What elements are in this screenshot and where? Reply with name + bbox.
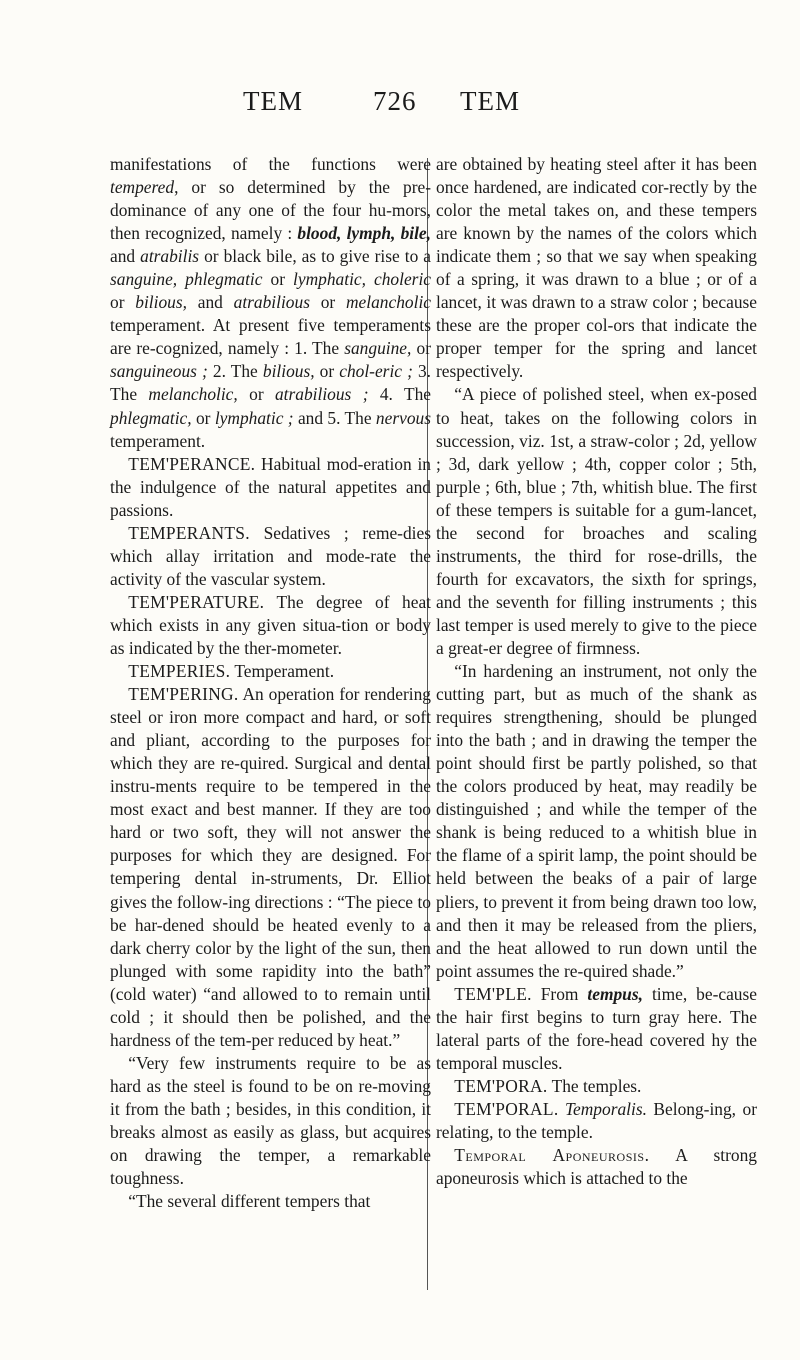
entry-temple: TEM'PLE. From tempus, time, be-cause the hair first begins to turn gray here. The lateral parts of the fore-head covered hy the temporal muscles. bbox=[436, 983, 757, 1073]
headword: TEMPERIES. bbox=[128, 661, 231, 682]
page-number: 726 bbox=[373, 86, 417, 116]
tempering-hardening-instructions: “In hardening an instrument, not only the cutting part, but as much of the shank as requires strengthening, should be plunged into the bath ; and in drawing the temper the point should first be partly polished, so that the colors produced by heat, may readily be distinguished ; and while the temper of the shank is being reduced to a whitish blue in the flame of a spirit lamp, the point should be held between the beaks of a pair of large pliers, to prevent it from being drawn too low, and then it may be released from the pliers, and the heat allowed to run down until the point assumes the re-quired shade.” bbox=[436, 661, 757, 981]
entry-temporal-aponeurosis: Temporal Aponeurosis. A strong aponeurosis which is attached to the bbox=[436, 1145, 757, 1189]
header-left-word: TEM bbox=[243, 86, 303, 116]
headword: TEM'PLE. bbox=[454, 983, 532, 1004]
running-header bbox=[0, 86, 800, 126]
tempering-colors-continued: are obtained by heating steel after it has been once hardened, are indicated cor-rectly by the color the metal takes on, and these tempers are known by the names of the colors which indicate them ; so that we say when speaking of a spring, it was drawn to a blue ; or of a lancet, it was drawn to a straw color ; because these are the proper col-ors that indicate the proper temper for the spring and lancet respectively. bbox=[436, 154, 757, 382]
entry-temporal: TEM'PORAL. Temporalis. Belong-ing, or relating, to the temple. bbox=[436, 1098, 757, 1142]
entry-temperies: TEMPERIES. Temperament. bbox=[128, 661, 335, 682]
headword: Temporal Aponeurosis. bbox=[454, 1145, 650, 1166]
entry-temperature: TEM'PERATURE. The degree of heat which exists in any given situa-tion or body as indicated by the ther-mometer. bbox=[110, 591, 431, 658]
headword: TEM'PERATURE. bbox=[128, 591, 265, 612]
headword: TEMPERANTS. bbox=[128, 522, 250, 543]
headword: TEM'PERANCE. bbox=[128, 453, 256, 474]
tempering-quote-colors: “The several different tempers that bbox=[128, 1191, 371, 1212]
entry-tempora: TEM'PORA. The temples. bbox=[454, 1075, 642, 1096]
entry-temperance: TEM'PERANCE. Habitual mod-eration in the indulgence of the natural appetites and passions. bbox=[110, 453, 431, 520]
entry-temperants: TEMPERANTS. Sedatives ; reme-dies which allay irritation and mode-rate the activity of the vascular system. bbox=[110, 522, 431, 589]
entry-temperament-continued: manifestations of the functions were tempered, or so determined by the pre-dominance of any one of the four hu-mors, then recognized, namely : blood, lymph, bile, and atrabilis or black bile, as to give rise to a sanguine, phlegmatic or lymphatic, choleric or bilious, and atrabilious or melancholic temperament. At present five temperaments are re-cognized, namely : 1. The sanguine, or sanguineous ; 2. The bilious, or chol-eric ; 3. The melancholic, or atrabilious ; 4. The phlegmatic, or lymphatic ; and 5. The nervous temperament. bbox=[110, 154, 432, 451]
header-right-word: TEM bbox=[460, 86, 520, 116]
entry-tempering: TEM'PERING. An operation for rendering steel or iron more compact and hard, or soft and pliant, according to the purposes for which they are re-quired. Surgical and dental instru-ments require to be tempered in the most exact and best manner. If they are too hard or two soft, they will not answer the purposes for which they are designed. For tempering dental in-struments, Dr. Elliot gives the follow-ing directions : “The piece to be har-dened should be heated evenly to a dark cherry color by the light of the sun, then plunged with some rapidity into the bath” (cold water) “and allowed to to remain until cold ; it should then be polished, and the hardness of the tem-per reduced by heat.” bbox=[110, 684, 431, 1050]
headword: TEM'PORA. bbox=[454, 1075, 548, 1096]
headword: TEM'PORAL. bbox=[454, 1098, 559, 1119]
tempering-quote-continued: “Very few instruments require to be as hard as the steel is found to be on re-moving it from the bath ; besides, in this condition, it breaks almost as easily as glass, but acquires on drawing the temper, a remarkable toughness. bbox=[110, 1052, 431, 1189]
headword: TEM'PERING. bbox=[128, 684, 239, 705]
right-column bbox=[436, 153, 757, 1190]
left-column bbox=[110, 153, 431, 1213]
tempering-color-sequence: “A piece of polished steel, when ex-posed to heat, takes on the following colors in succession, viz. 1st, a straw-color ; 2d, yellow ; 3d, dark yellow ; 4th, copper color ; 5th, purple ; 6th, blue ; 7th, whitish blue. The first of these tempers is suitable for a gum-lancet, the second for broaches and scaling instruments, the third for rose-drills, the fourth for excavators, the sixth for springs, and the seventh for filling instruments ; this last temper is used merely to give to the piece a great-er degree of firmness. bbox=[436, 384, 757, 658]
